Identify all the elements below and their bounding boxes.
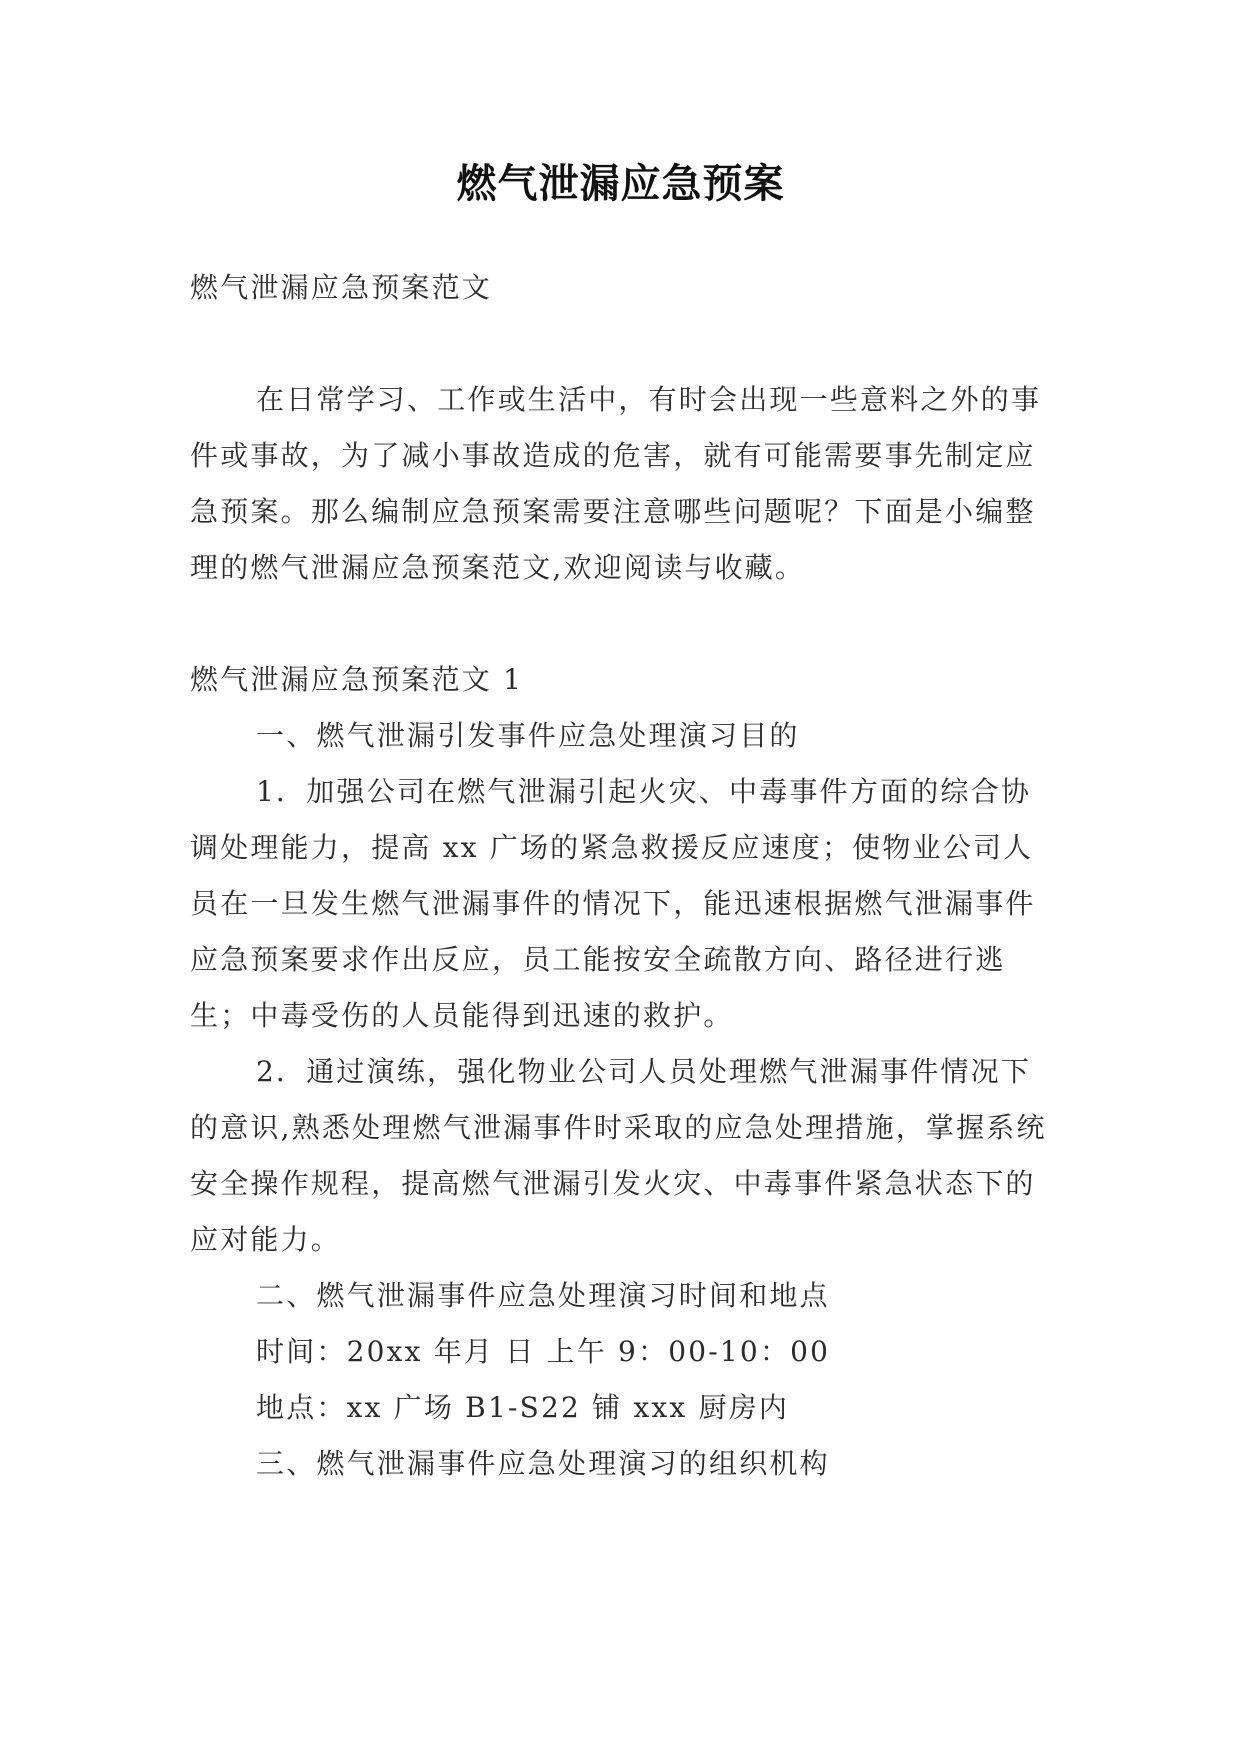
document-subtitle: 燃气泄漏应急预案范文 (190, 271, 493, 304)
heading-organization: 三、燃气泄漏事件应急处理演习的组织机构 (256, 1447, 830, 1480)
place-line: 地点：xx 广场 B1-S22 铺 xxx 厨房内 (256, 1391, 790, 1424)
purpose-item-1: 1．加强公司在燃气泄漏引起火灾、中毒事件方面的综合协调处理能力，提高 xx 广场的紧急救援反应速度；使物业公司人员在一旦发生燃气泄漏事件的情况下，能迅速根据燃气泄漏事件应急预案要求作出反应，员工能按安全疏散方向、路径进行逃生；中毒受伤的人员能得到迅速的救护。 (190, 775, 1036, 1032)
section-label: 燃气泄漏应急预案范文 1 (190, 663, 524, 696)
heading-purpose: 一、燃气泄漏引发事件应急处理演习目的 (256, 719, 800, 752)
intro-paragraph: 在日常学习、工作或生活中，有时会出现一些意料之外的事件或事故，为了减小事故造成的危害，就有可能需要事先制定应急预案。那么编制应急预案需要注意哪些问题呢？下面是小编整理的燃气泄漏应急预案范文,欢迎阅读与收藏。 (190, 383, 1042, 584)
document-title: 燃气泄漏应急预案 (456, 161, 785, 207)
heading-time-place: 二、燃气泄漏事件应急处理演习时间和地点 (256, 1279, 830, 1312)
document-body (190, 260, 1060, 1492)
purpose-item-2: 2．通过演练，强化物业公司人员处理燃气泄漏事件情况下的意识,熟悉处理燃气泄漏事件时采取的应急处理措施，掌握系统安全操作规程，提高燃气泄漏引发火灾、中毒事件紧急状态下的应对能力。 (190, 1055, 1047, 1256)
time-line: 时间：20xx 年月 日 上午 9：00-10：00 (256, 1335, 831, 1368)
